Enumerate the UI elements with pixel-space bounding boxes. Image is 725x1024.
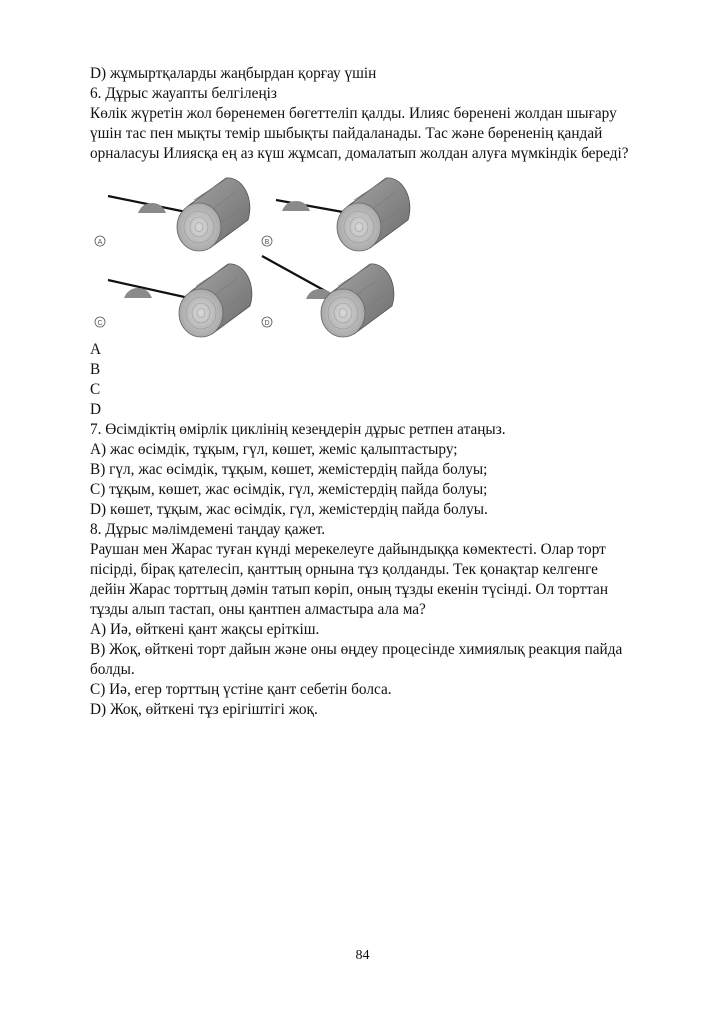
answer-option: A) Иә, өйткені қант жақсы еріткіш. — [90, 621, 320, 638]
text-line: D) жұмыртқаларды жаңбырдан қорғау үшін — [90, 65, 377, 82]
stone-fulcrum — [138, 203, 166, 213]
answer-option: D) көшет, тұқым, жас өсімдік, гүл, жемістердің пайда болуы. — [90, 501, 488, 518]
text-line: Раушан мен Жарас туған күнді мерекелеуге дайындыққа көмектесті. Олар торт — [90, 541, 606, 558]
lever-figure — [86, 170, 416, 340]
log — [337, 178, 410, 251]
text-line: үшін тас пен мықты темір шыбықты пайдаланады. Тас және бөрененің қандай — [90, 125, 603, 142]
answer-option-b[interactable]: B — [90, 361, 101, 378]
option-a-diagram — [95, 178, 250, 251]
log — [179, 264, 252, 337]
text-line: тұзды алып тастап, оны қантпен алмастыра ала ма? — [90, 601, 426, 618]
log — [177, 178, 250, 251]
answer-option-c[interactable]: C — [90, 381, 101, 398]
option-c-diagram — [95, 264, 252, 337]
text-line: дейін Жарас торттың дәмін татып көріп, оның тұзды екенін түсінді. Ол торттан — [90, 581, 609, 598]
figure-label-a: A — [97, 239, 103, 246]
question-7-heading: 7. Өсімдіктің өмірлік циклінің кезеңдерін дұрыс ретпен атаңыз. — [90, 421, 506, 438]
figure-label-c: C — [97, 320, 103, 327]
question-6-heading: 6. Дұрыс жауапты белгілеңіз — [90, 85, 277, 102]
figure-label-b: B — [264, 239, 270, 246]
answer-option: C) тұқым, көшет, жас өсімдік, гүл, жемістердің пайда болуы; — [90, 481, 488, 498]
answer-option-a[interactable]: A — [90, 341, 102, 358]
question-6-block — [90, 64, 690, 164]
question-8-heading: 8. Дұрыс мәлімдемені таңдау қажет. — [90, 521, 326, 538]
text-line: болды. — [90, 661, 135, 678]
log — [321, 264, 394, 337]
answer-option: B) Жоқ, өйткені торт дайын және оны өңдеу процесінде химиялық реакция пайда — [90, 641, 623, 658]
option-b-diagram — [262, 178, 410, 251]
text-line: орналасуы Илиясқа ең аз күш жұмсап, домалатып жолдан алуға мүмкіндік береді? — [90, 145, 629, 162]
answer-option: C) Иә, егер торттың үстіне қант себетін болса. — [90, 681, 392, 698]
answer-option: D) Жоқ, өйткені тұз ерігіштігі жоқ. — [90, 701, 318, 718]
figure-label-d: D — [264, 320, 270, 327]
text-line: пісірді, бірақ қателесіп, қанттың орнына тұз қолданды. Тек қонақтар келгенге — [90, 561, 598, 578]
text-line: Көлік жүретін жол бөренемен бөгеттеліп қалды. Илияс бөренені жолдан шығару — [90, 105, 617, 122]
option-d-diagram — [262, 256, 394, 337]
questions-7-8-block — [90, 340, 690, 720]
page-number: 84 — [355, 948, 370, 963]
answer-option: B) гүл, жас өсімдік, тұқым, көшет, жемістердің пайда болуы; — [90, 461, 488, 478]
answer-option-d[interactable]: D — [90, 401, 102, 418]
answer-option: A) жас өсімдік, тұқым, гүл, көшет, жеміс қалыптастыру; — [90, 441, 458, 458]
